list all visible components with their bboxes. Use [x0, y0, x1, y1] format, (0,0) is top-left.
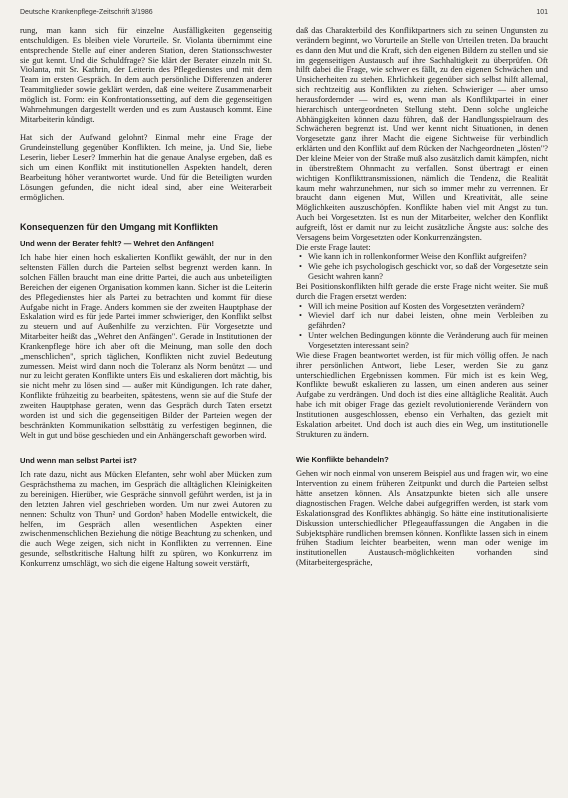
paragraph: Bei Positionskonflikten hilft gerade die erste Frage nicht weiter. Sie muß durch die Fragen ersetzt werden: [296, 280, 548, 301]
subheading: Und wenn man selbst Partei ist? [20, 456, 137, 466]
journal-title: Deutsche Krankenpflege-Zeitschrift 3/1986 [20, 9, 153, 16]
running-header [20, 9, 548, 21]
paragraph: Wie diese Fragen beantwortet werden, ist für mich völlig offen. Je nach ihrer persönlichen Antwort, liebe Leser, werden Sie zu ganz unterschiedlichen Ergebnissen kommen. Für mich ist es kein Weg, Konflikte bewußt eskalieren zu lassen, um einen anderen aus seiner Aufgabe zu verdrängen. Und doch ist dies eine alltägliche Realität. Auch habe ich mit obiger Frage das gezielt revolutionierende Verändern von Institutionen ausgeschlossen, ebenso ein Verhalten, das gezielt mit Eskalation arbeitet. Und doch ist auch dies ein Weg, um institutionelle Strukturen zu ändern. [296, 349, 548, 439]
list-item: • Unter welchen Bedingungen könnte die Veränderung auch für meinen Vorgesetzten interessant sein? [308, 331, 548, 351]
bullet-list [296, 252, 548, 282]
paragraph: rung, man kann sich für einzelne Ausfälligkeiten gegenseitig entschuldigen. Es bleiben viele Vorurteile. Sr. Violanta übernimmt eine entsprechende Stelle auf einer anderen Station, deren Stationsschwester sie gut kennt. Und die Schuldfrage? Sie klärt der Berater einzeln mit St. Violanta, mit Sr. Kathrin, der Leiterin des Pflegedienstes und mit dem Team im ersten Gespräch. In dem auch persönliche Differenzen anderer Teammitglieder sowie geklärt werden, daß eine weitere Zusammenarbeit möglich ist. Form: ein Konfrontationssetting, auf dem die gegenseitigen Wahrnehmungen dargestellt werden und es zum Austausch kommt. Eine Mitarbeiterin kündigt. [20, 26, 272, 124]
list-item: • Wieviel darf ich nur dabei leisten, ohne mein Verbleiben zu gefährden? [308, 311, 548, 331]
section-heading: Konsequenzen für den Umgang mit Konflikten [20, 222, 219, 233]
paragraph: Hat sich der Aufwand gelohnt? Einmal mehr eine Frage der Grundeinstellung gegenüber Konflikten. Ich meine, ja. Und Sie, liebe Leserin, lieber Leser? Immerhin hat die genaue Analyse ergeben, daß es sich um einen Konflikt mit institutionellen Aspekten handelt, deren Bearbeitung höher verantwortet wurde. Und für die Beteiligten wurden Lösungen gefunden, die nicht ideal sind, aber eine Weiterarbeit ermöglichen. [20, 132, 272, 202]
paragraph: Ich habe hier einen hoch eskalierten Konflikt gewählt, der nur in den seltensten Fällen durch die Parteien selbst begrenzt werden kann. In solchen Fällen braucht man eine dritte Partei, die auch aus unbeteiligten Bereichen der eigenen Organisation kommen kann. Sicher ist die Leiterin des Pflegedienstes hier als Partei zu betrachten und kommt für diese Aufgabe nicht in Frage. Anders kommen sie der zweiten Hauptphase der Eskalation wird es für jede Partei immer schwieriger, den Konflikt selbst zu steuern und auf Außenhilfe zu verzichten. Für Vorgesetzte und Mitarbeiter heißt das „Wehret den Anfängen". Gerade in Institutionen der Krankenpflege höre ich aber oft die Meinung, man solle den doch „menschlichen", sprich täglichen, Konflikten nicht zuviel Bedeutung zumessen. Meist wird dann noch die Toleranz als Norm benützt — und nur zu leicht geraten Konflikte unters Eis und eskalieren dort mächtig, bis sie nicht mehr zu lösen sind — außer mit Kündigungen. Ich rate daher, Konflikte frühzeitig zu bearbeiten, spätestens, wenn sie auf die Stufe der zweiten Hauptphase geraten, wenn das Gespräch durch Taten ersetzt worden ist und sich die gegenseitigen Bilder der Parteien wegen der beschränkten Kommunikation selbsttätig zu verfestigen beginnen, die Welt in gut und böse geschieden und ein Anhängerschaft geworben wird. [20, 252, 272, 440]
paragraph: Gehen wir noch einmal von unserem Beispiel aus und fragen wir, wo eine Intervention zu einem früheren Zeitpunkt und durch die Parteien selbst hätte ansetzen können. Als Ansatzpunkte bieten sich alle unsere diagnostischen Fragen. Welche dabei aufgegriffen werden, ist stark vom Eskalationsgrad des Konfliktes abhängig. So hätte eine institutionalisierte Diskussion unterschiedlicher Pflegeauffassungen die Angaben in die Subjektsphäre rundlichen bremsen können. Konflikte lassen sich in einem frühen Stadium leichter bearbeiten, wenn man oder wenige im institutionellen Austausch-möglichkeiten vorhanden sind (Mitarbeitergespräche, [296, 468, 548, 568]
list-item: • Wie kann ich in rollenkonformer Weise den Konflikt aufgreifen? [308, 252, 548, 262]
right-column [296, 26, 548, 792]
subheading: Und wenn der Berater fehlt? — Wehret den Anfängen! [20, 239, 215, 249]
bullet-list [296, 302, 548, 351]
paragraph: daß das Charakterbild des Konfliktpartners sich zu seinen Ungunsten zu verändern beginnt, wo Vorurteile an Stelle von Urteilen treten. Da braucht es dann den Mut und die Kraft, sich den eigenen Bildern zu stellen und sie im gegenseitigen Austausch auf ihre Sachhaltigkeit zu überprüfen. Oft hilft dabei die Frage, wie schwer es fällt, zu den eigenen Schwächen und Unsicherheiten zu stehen. Ehrlichkeit gegenüber sich selbst hilft allemal, sich rechtzeitig aus Konflikten zu ziehen. Schwieriger — aber umso herausfordernder — wird es, wenn man als Konfliktpartei in einer hierarchisch untergeordneten Stellung steht. Denn solche ungleiche Abhängigkeiten können dazu führen, daß der Handlungsspielraum des Schwächeren begrenzt ist. Und wer kennt nicht Situationen, in denen Vorgesetzte ganz ihrer Macht die eigene Sichtweise für verbindlich erklärten und den Konflikt auf dem Rücken der Nachgeordneten „lösten"? Der kleine Meier von der Straße muß also zusätzlich damit kämpfen, nicht in überstreßtem Ohnmacht zu verfallen. Sonst übertragt er einen wichtigen Konflikttransmissionen, nämlich die Tendenz, die Realität kaum mehr wahrzunehmen, nur sich so immer mehr zu verrennen. Er braucht dann eigenen Mut, Willen und Kreativität, alle seine Möglichkeiten auszuschöpfen. Konflikte haben viel mit Angst zu tun. Auch bei Vorgesetzten. Ist es nun der Mitarbeiter, welcher den Konflikt aufgreift, löst er damit nur zu leicht zusätzliche Ängste aus: solche des Versagens beim Vorgesetzten oder Konkurrenzängsten. [296, 26, 548, 242]
page-number: 101 [536, 9, 548, 16]
paragraph: Ich rate dazu, nicht aus Mücken Elefanten, sehr wohl aber Mücken zum Gesprächsthema zu machen, im Gespräch die alltäglichen Kleinigkeiten zu bereinigen. Hierüber, wie Gespräche sinnvoll geführt werden, ist ja in den letzten Jahren viel geschrieben worden. Um nur zwei Autoren zu nennen: Schultz von Thun² und Gordon³ haben Modelle entwickelt, die helfen, im Gespräch allen wesentlichen Aspekten einer zwischenmenschlichen Beziehung die nötige Beachtung zu schenken, und die auch Wege zeigen, sich nicht in Konflikten zu verrennen. Eine gesunde, selbstkritische Haltung hilft zu spüren, wo Konkurrenz im Konkurrenz umschlägt, wo sich die eigene Haltung soweit verstärft, [20, 469, 272, 568]
left-column [20, 26, 272, 792]
subheading: Wie Konflikte behandeln? [296, 455, 389, 465]
list-item: • Will ich meine Position auf Kosten des Vorgesetzten verändern? [308, 302, 548, 312]
list-item: • Wie gehe ich psychologisch geschickt vor, so daß der Vorgesetzte sein Gesicht wahren kann? [308, 262, 548, 282]
paragraph: Die erste Frage lautet: [296, 241, 371, 252]
